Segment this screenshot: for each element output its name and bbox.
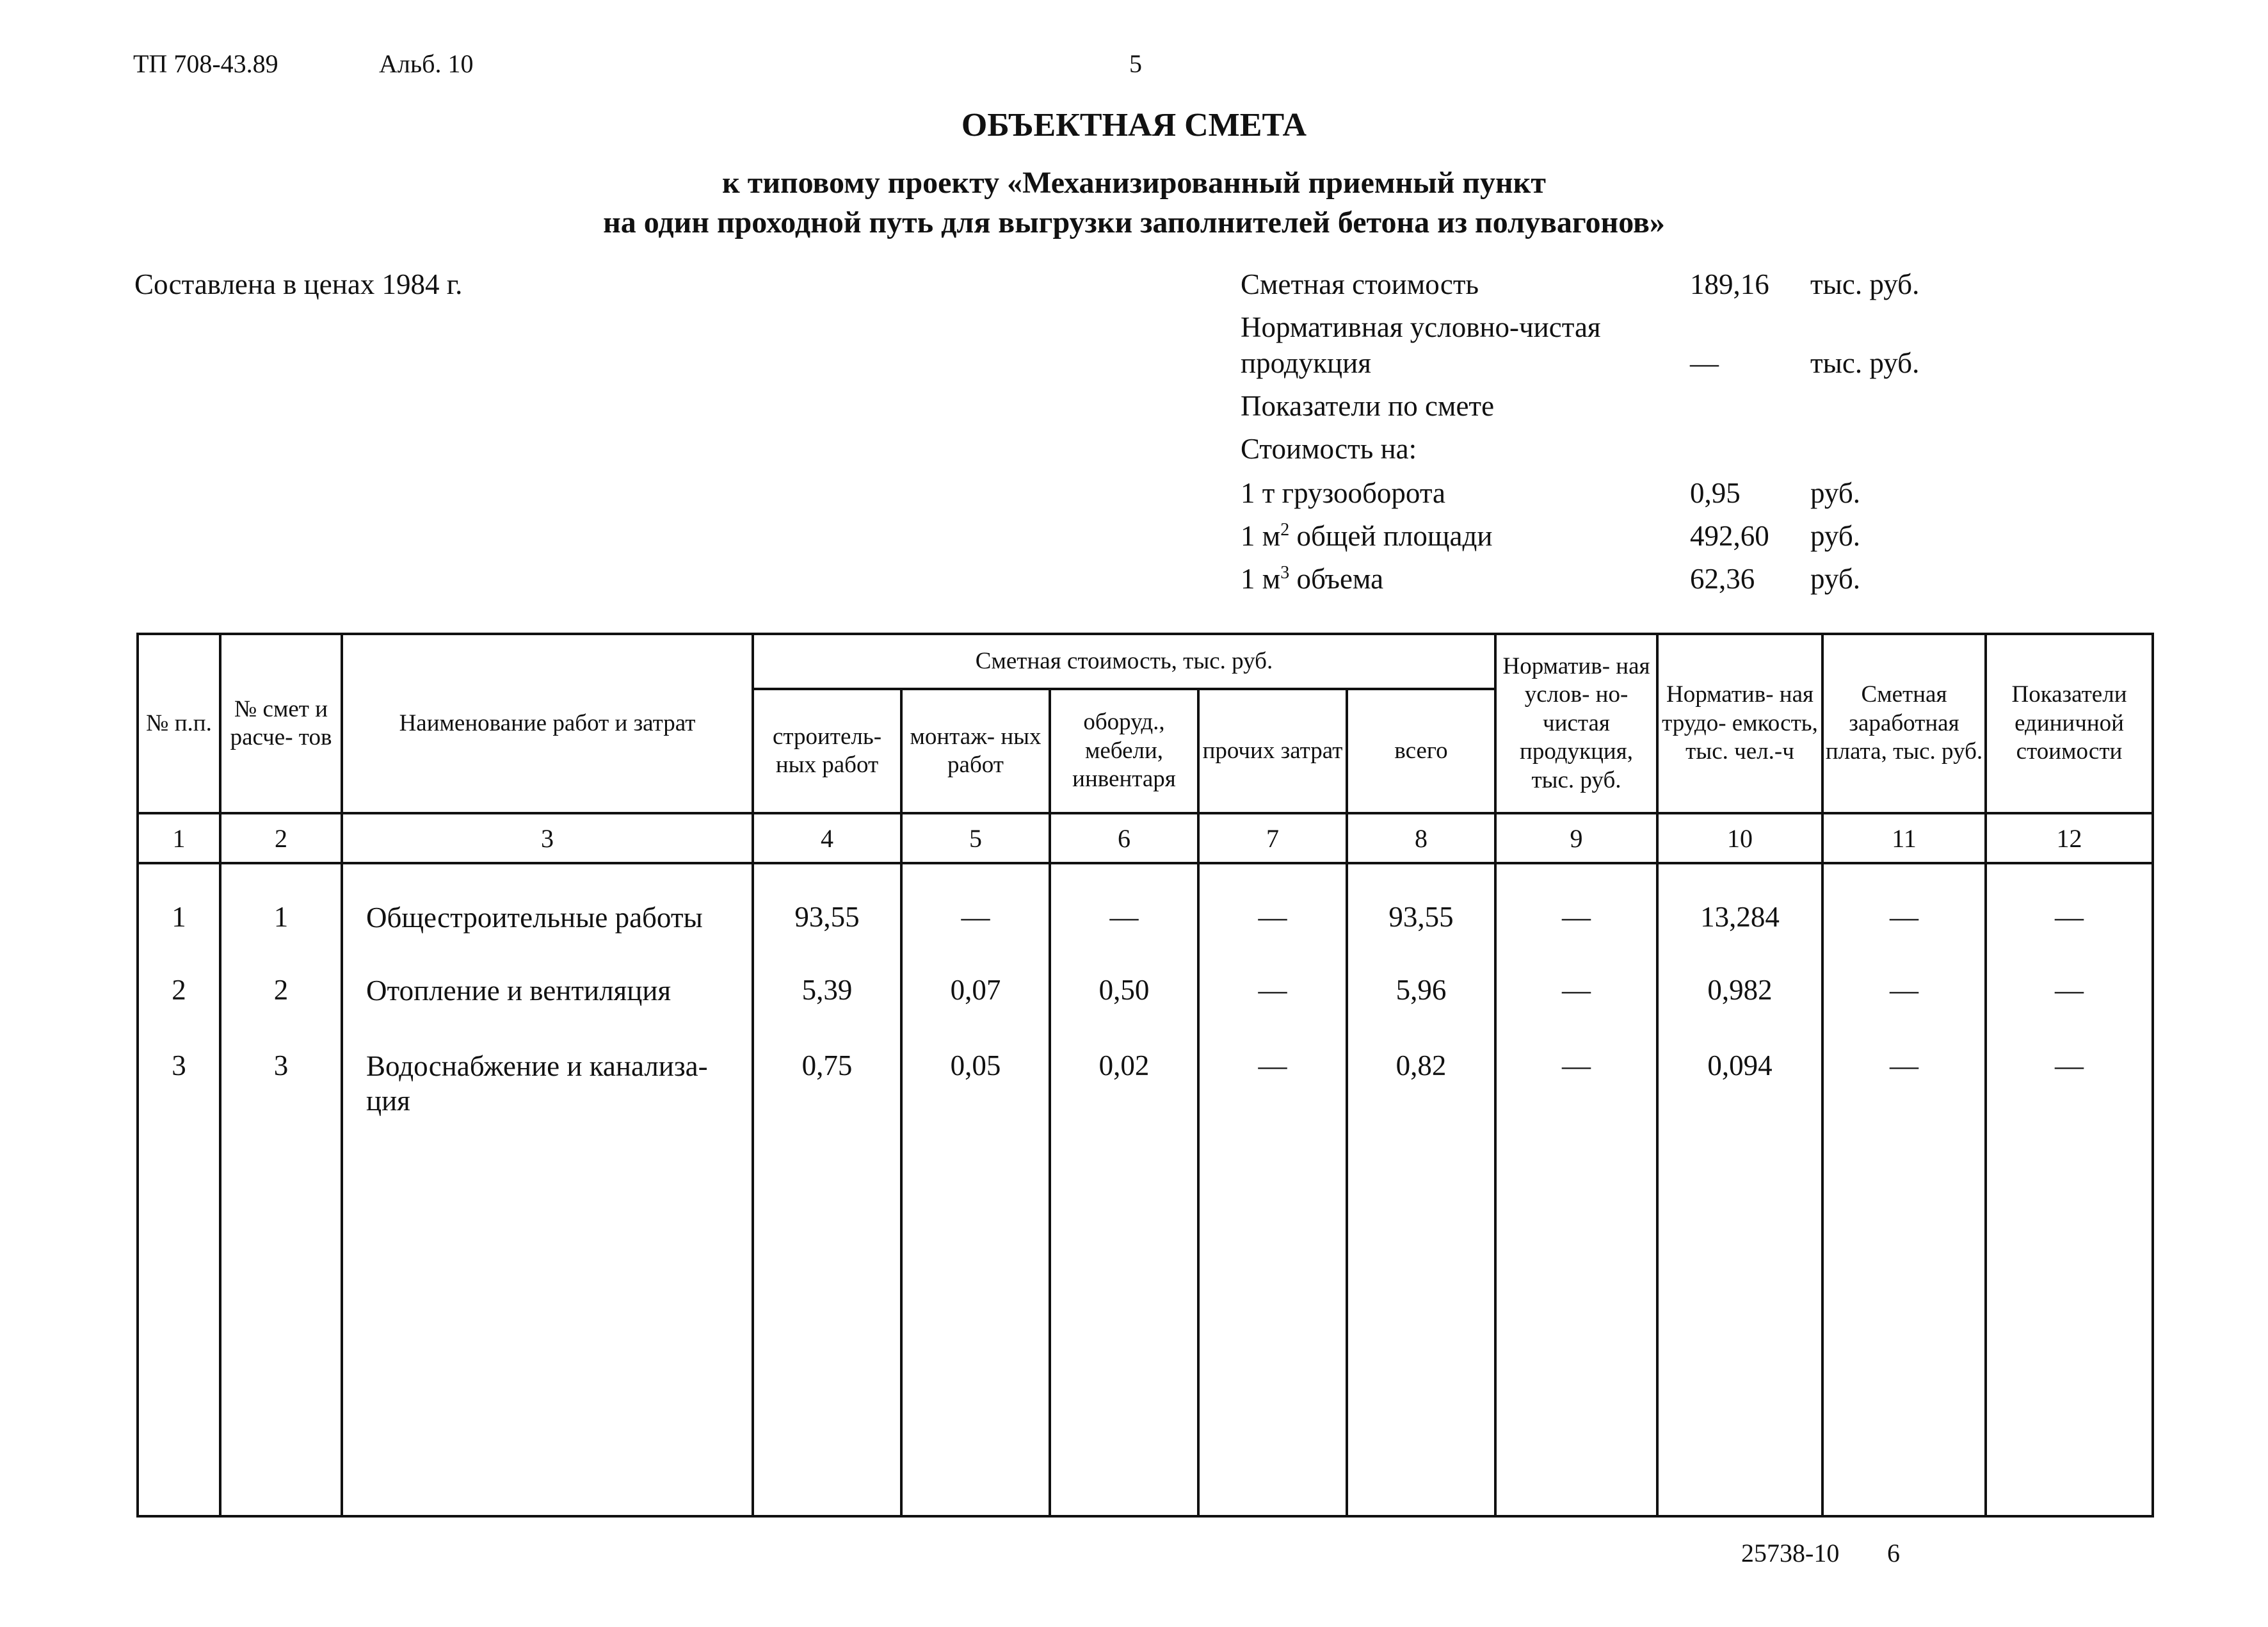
header-wages: Сметная заработная плата, тыс. руб. (1822, 634, 1986, 813)
norm-label-1: Нормативная условно-чистая (1241, 311, 1601, 343)
document-subtitle-line1: к типовому проекту «Механизированный приемный пункт (722, 166, 1546, 200)
column-number: 5 (901, 813, 1050, 863)
project-code: ТП 708-43.89 (133, 49, 278, 78)
cell-construction-works: 93,55 (753, 863, 901, 971)
header-equipment: оборуд., мебели, инвентаря (1050, 689, 1198, 813)
indicators-label: Показатели по смете (1241, 390, 1495, 422)
column-number: 1 (138, 813, 220, 863)
header-row-number: № п.п. (138, 634, 220, 813)
cell-row-number: 1 (138, 863, 220, 971)
cell-row-number: 2 (138, 971, 220, 1046)
cell-unit-cost: — (1986, 863, 2153, 971)
cell-estimate-number: 1 (220, 863, 342, 971)
per-m3-unit: руб. (1810, 563, 1860, 595)
estimate-table (136, 633, 2154, 1518)
cell-installation-works: 0,05 (901, 1046, 1050, 1142)
per-m2-value: 492,60 (1690, 520, 1769, 552)
cost-label: Сметная стоимость (1241, 268, 1479, 300)
column-number: 3 (342, 813, 753, 863)
album-number: Альб. 10 (379, 49, 474, 78)
cell-work-name: Общестроительные работы (342, 863, 753, 971)
header-unit-cost-indicators: Показатели единичной стоимости (1986, 634, 2153, 813)
per-m2-unit: руб. (1810, 520, 1860, 552)
cell-labor-intensity: 0,982 (1657, 971, 1822, 1046)
per-m3-label-b: объема (1289, 563, 1384, 595)
cell-normative-product: — (1495, 971, 1657, 1046)
column-number: 7 (1198, 813, 1347, 863)
document-title: ОБЪЕКТНАЯ СМЕТА (961, 107, 1307, 143)
column-number: 4 (753, 813, 901, 863)
per-ton-value: 0,95 (1690, 477, 1741, 509)
cell-other-costs: — (1198, 1046, 1347, 1142)
cell-estimate-number: 2 (220, 971, 342, 1046)
document-subtitle-line2: на один проходной путь для выгрузки заполнителей бетона из полувагонов» (603, 206, 1665, 239)
table-row (138, 863, 2153, 971)
header-total: всего (1347, 689, 1495, 813)
page-number: 5 (1129, 49, 1142, 78)
per-m2-label-a: 1 м (1241, 520, 1281, 552)
cell-estimate-number: 3 (220, 1046, 342, 1142)
norm-value: — (1690, 347, 1719, 379)
per-ton-label: 1 т грузооборота (1241, 477, 1446, 509)
column-number: 2 (220, 813, 342, 863)
sheet-number: 6 (1887, 1539, 1900, 1567)
per-m3-superscript: 3 (1280, 563, 1290, 583)
cell-wages: — (1822, 971, 1986, 1046)
cost-unit: тыс. руб. (1810, 268, 1920, 300)
cell-construction-works: 5,39 (753, 971, 901, 1046)
table-row (138, 971, 2153, 1046)
table-row (138, 1046, 2153, 1142)
cell-labor-intensity: 0,094 (1657, 1046, 1822, 1142)
cell-equipment: — (1050, 863, 1198, 971)
header-estimate-number: № смет и расче- тов (220, 634, 342, 813)
cell-labor-intensity: 13,284 (1657, 863, 1822, 971)
cell-unit-cost: — (1986, 1046, 2153, 1142)
norm-unit: тыс. руб. (1810, 347, 1920, 379)
cell-equipment: 0,50 (1050, 971, 1198, 1046)
document-number: 25738-10 (1741, 1539, 1840, 1567)
norm-label-2: продукция (1241, 347, 1371, 379)
cell-row-number: 3 (138, 1046, 220, 1142)
cost-value: 189,16 (1690, 268, 1769, 300)
header-construction-works: строитель- ных работ (753, 689, 901, 813)
cell-work-name: Водоснабжение и канализа- ция (342, 1046, 753, 1142)
cell-construction-works: 0,75 (753, 1046, 901, 1142)
table-body (138, 863, 2153, 1516)
header-normative-product: Норматив- ная услов- но-чистая продукция, тыс. руб. (1495, 634, 1657, 813)
per-m3-label (1241, 562, 1383, 595)
per-m3-value: 62,36 (1690, 563, 1755, 595)
per-m2-superscript: 2 (1280, 520, 1290, 540)
cost-per-label: Стоимость на: (1241, 433, 1417, 465)
cell-installation-works: 0,07 (901, 971, 1050, 1046)
cell-equipment: 0,02 (1050, 1046, 1198, 1142)
cell-unit-cost: — (1986, 971, 2153, 1046)
cell-total: 93,55 (1347, 863, 1495, 971)
header-work-name: Наименование работ и затрат (342, 634, 753, 813)
cell-normative-product: — (1495, 1046, 1657, 1142)
empty-table-space (138, 1142, 2153, 1516)
header-other-costs: прочих затрат (1198, 689, 1347, 813)
column-number: 9 (1495, 813, 1657, 863)
per-m3-label-a: 1 м (1241, 563, 1281, 595)
column-number: 10 (1657, 813, 1822, 863)
per-m2-label-b: общей площади (1289, 520, 1493, 552)
cell-other-costs: — (1198, 971, 1347, 1046)
column-number: 11 (1822, 813, 1986, 863)
cell-installation-works: — (901, 863, 1050, 971)
column-number: 6 (1050, 813, 1198, 863)
cell-wages: — (1822, 1046, 1986, 1142)
per-m2-label (1241, 519, 1492, 553)
prices-note: Составлена в ценах 1984 г. (134, 268, 463, 300)
column-numbers (138, 813, 2153, 863)
header-labor-intensity: Норматив- ная трудо- емкость, тыс. чел.-ч (1657, 634, 1822, 813)
header-installation-works: монтаж- ных работ (901, 689, 1050, 813)
column-number: 8 (1347, 813, 1495, 863)
column-number: 12 (1986, 813, 2153, 863)
cell-normative-product: — (1495, 863, 1657, 971)
cell-wages: — (1822, 863, 1986, 971)
cell-other-costs: — (1198, 863, 1347, 971)
per-ton-unit: руб. (1810, 477, 1860, 509)
header-estimated-cost-group: Сметная стоимость, тыс. руб. (753, 634, 1495, 689)
cell-total: 5,96 (1347, 971, 1495, 1046)
cell-total: 0,82 (1347, 1046, 1495, 1142)
cell-work-name: Отопление и вентиляция (342, 971, 753, 1046)
table-header (138, 634, 2153, 813)
